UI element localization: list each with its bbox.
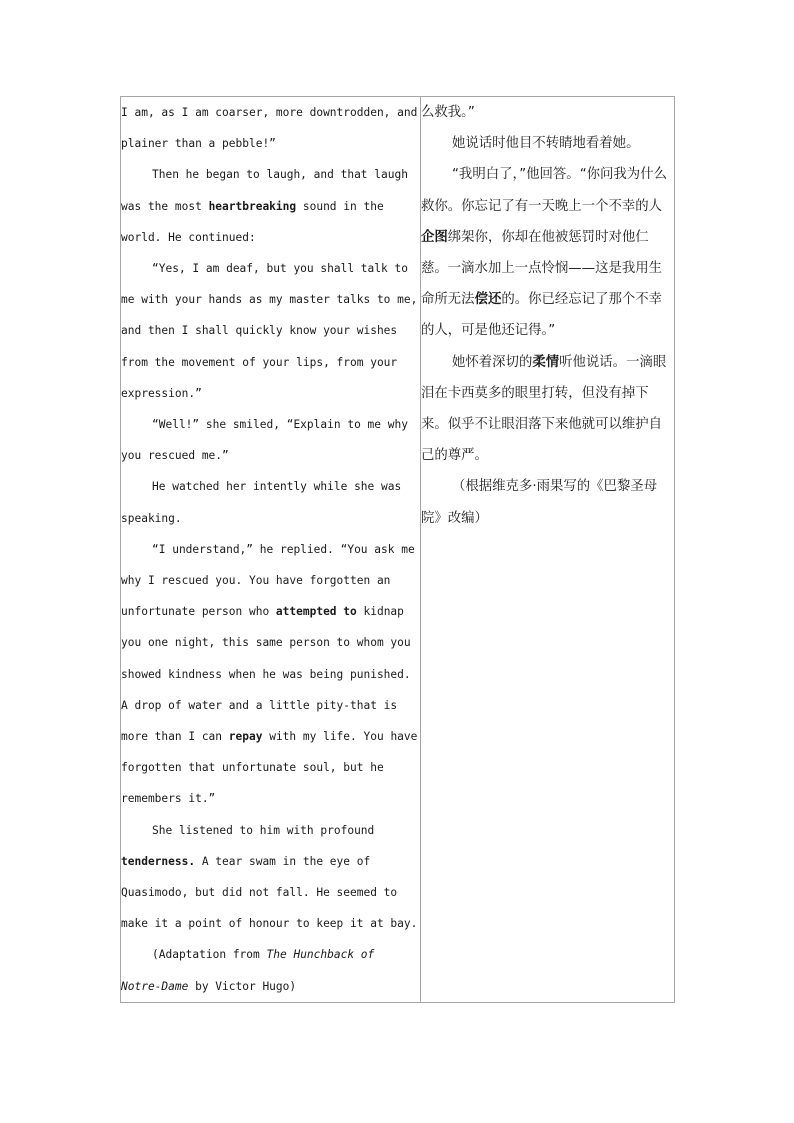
- zh-p1-text: 么救我。”: [421, 105, 475, 120]
- en-p2-text-a: Then he began to laugh, and that laugh was the most: [121, 168, 408, 213]
- en-paragraph-7: [121, 815, 420, 940]
- en-p7-text-b: A tear swam in the eye of Quasimodo, but did not fall. He seemed to make it a point of honour to keep it at bay.: [121, 854, 418, 931]
- en-p6-text-c: with my life. You have forgotten that unfortunate soul, but he remembers it.”: [121, 730, 418, 806]
- vocab-zh-qitu: 企图: [421, 229, 448, 245]
- en-paragraph-8-source: [121, 939, 420, 1001]
- en-paragraph-1: [121, 97, 420, 159]
- zh-p2-text: 她说话时他目不转睛地看着她。: [452, 136, 640, 152]
- zh-p4-text-a: 她怀着深切的: [452, 354, 533, 370]
- english-column: [121, 97, 421, 1003]
- zh-paragraph-5-source: [421, 471, 674, 533]
- table-row: [121, 97, 675, 1003]
- en-source-prefix: (Adaptation from: [152, 948, 267, 962]
- zh-p4-text-b: 听他说话。一滴眼泪在卡西莫多的眼里打转，但没有掉下来。似乎不让眼泪落下来他就可以维护自己的尊严。: [421, 354, 667, 464]
- en-paragraph-6: [121, 534, 420, 815]
- zh-paragraph-1: [421, 97, 674, 128]
- en-p2-text-b: sound in the world. He continued:: [121, 199, 384, 244]
- english-passage: [121, 97, 420, 1002]
- vocab-attempted-to: attempted to: [275, 605, 357, 619]
- zh-p3-text-b: 绑架你，你却在他被惩罚时对他仁慈。一滴水加上一点怜悯——这是我用生命所无法: [421, 229, 663, 308]
- book-title: The Hunchback of Notre-Dame: [121, 948, 375, 993]
- vocab-heartbreaking: heartbreaking: [208, 199, 297, 213]
- zh-p3-text-a: “我明白了，”他回答。“你问我为什么救你。你忘记了有一天晚上一个不幸的人: [421, 167, 667, 214]
- en-p1-text: I am, as I am coarser, more downtrodden, and plainer than a pebble!”: [121, 106, 418, 151]
- en-p4-text: “Well!” she smiled, “Explain to me why you rescued me.”: [121, 418, 408, 463]
- vocab-tenderness: tenderness.: [121, 854, 196, 868]
- en-paragraph-5: [121, 471, 420, 533]
- zh-p3-text-c: 的。你已经忘记了那个不幸的人，可是他还记得。”: [421, 292, 663, 339]
- en-p6-text-b: kidnap you one night, this same person to whom you showed kindness when he was being punished. A drop of water and a little pity-that is more than I can: [121, 605, 411, 744]
- en-p7-text-a: She listened to him with profound: [152, 823, 375, 837]
- en-p3-text: “Yes, I am deaf, but you shall talk to me with your hands as my master talks to me, and then I shall quickly know your wishes from the movement of your lips, from your expression.”: [121, 262, 418, 400]
- zh-paragraph-4: [421, 347, 674, 472]
- en-paragraph-2: [121, 159, 420, 253]
- en-source-suffix: by Victor Hugo): [188, 979, 297, 993]
- chinese-passage: [421, 97, 674, 534]
- zh-source-text: （根据维克多·雨果写的《巴黎圣母院》改编）: [421, 479, 658, 526]
- en-p6-text-a: “I understand,” he replied. “You ask me why I rescued you. You have forgotten an unfortunate person who: [121, 542, 415, 619]
- en-p5-text: He watched her intently while she was speaking.: [121, 480, 402, 525]
- bilingual-text-table: [120, 96, 675, 1003]
- en-paragraph-3: [121, 253, 420, 409]
- vocab-zh-rouqing: 柔情: [532, 354, 560, 370]
- vocab-repay: repay: [228, 730, 263, 744]
- chinese-column: [421, 97, 675, 1003]
- zh-paragraph-3: [421, 159, 674, 346]
- zh-paragraph-2: [421, 128, 674, 159]
- vocab-zh-changhuan: 偿还: [474, 292, 502, 308]
- en-paragraph-4: [121, 409, 420, 471]
